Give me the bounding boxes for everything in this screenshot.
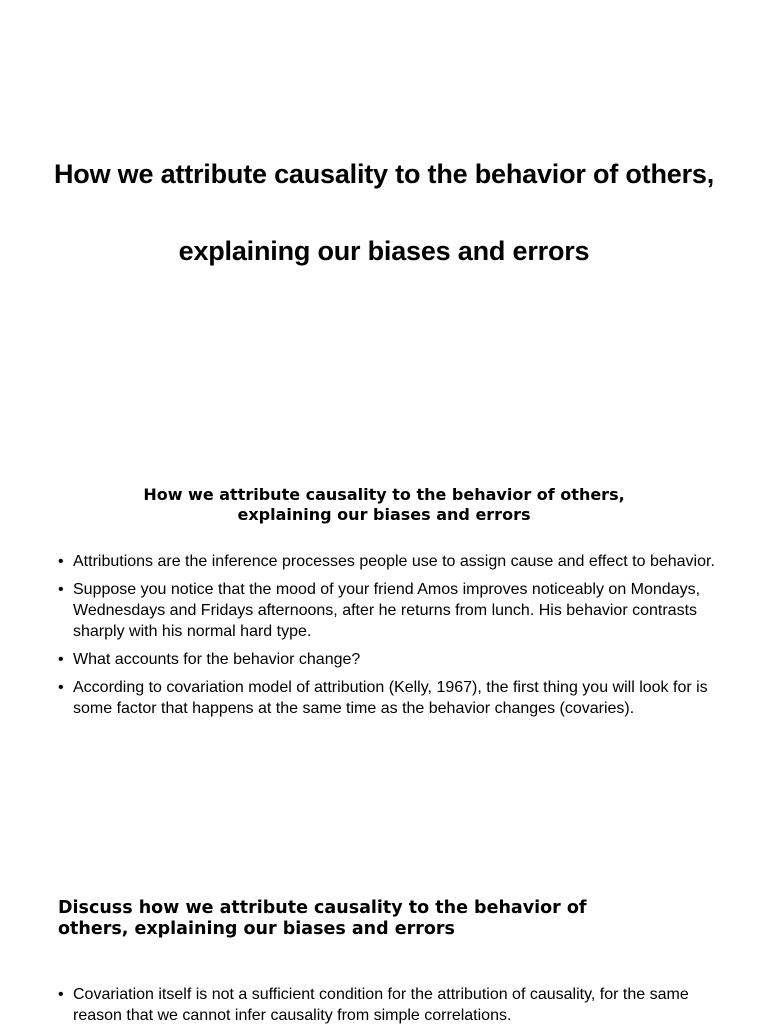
bullet-icon: •: [58, 679, 64, 696]
list-item: [58, 677, 718, 719]
section-heading-line-1: Discuss how we attribute causality to the behavior of: [58, 898, 587, 918]
bullet-icon: •: [58, 553, 64, 570]
list-item: [58, 551, 718, 572]
list-item-text: Attributions are the inference processes people use to assign cause and effect to behavior.: [73, 553, 715, 570]
list-item: [58, 984, 718, 1026]
list-item-text: Covariation itself is not a sufficient condition for the attribution of causality, for the same reason that we cannot infer causality from simple correlations.: [73, 986, 689, 1024]
section-heading-line-2: explaining our biases and errors: [237, 505, 531, 524]
list-item: [58, 649, 718, 670]
bullet-icon: •: [58, 581, 64, 598]
page-title-line-2: explaining our biases and errors: [178, 236, 590, 266]
bullet-list-attribution: [58, 551, 718, 726]
list-item-text: According to covariation model of attribution (Kelly, 1967), the first thing you will look for is some factor that happens at the same time as the behavior changes (covaries).: [73, 679, 708, 717]
list-item: [58, 579, 718, 642]
bullet-list-covariation: [58, 984, 718, 1033]
page-title-line-1: How we attribute causality to the behavior of others,: [53, 159, 714, 189]
section-heading-line-1: How we attribute causality to the behavior of others,: [143, 485, 625, 504]
section-heading-line-2: others, explaining our biases and errors: [58, 919, 455, 939]
section-heading-discuss: [58, 898, 718, 940]
list-item-text: Suppose you notice that the mood of your friend Amos improves noticeably on Mondays, Wednesdays and Fridays afternoons, after he returns from lunch. His behavior contrasts sharply with his normal hard type.: [73, 581, 701, 640]
section-heading-attribution: [60, 485, 708, 525]
list-item-text: What accounts for the behavior change?: [73, 651, 361, 668]
bullet-icon: •: [58, 986, 64, 1003]
bullet-icon: •: [58, 651, 64, 668]
